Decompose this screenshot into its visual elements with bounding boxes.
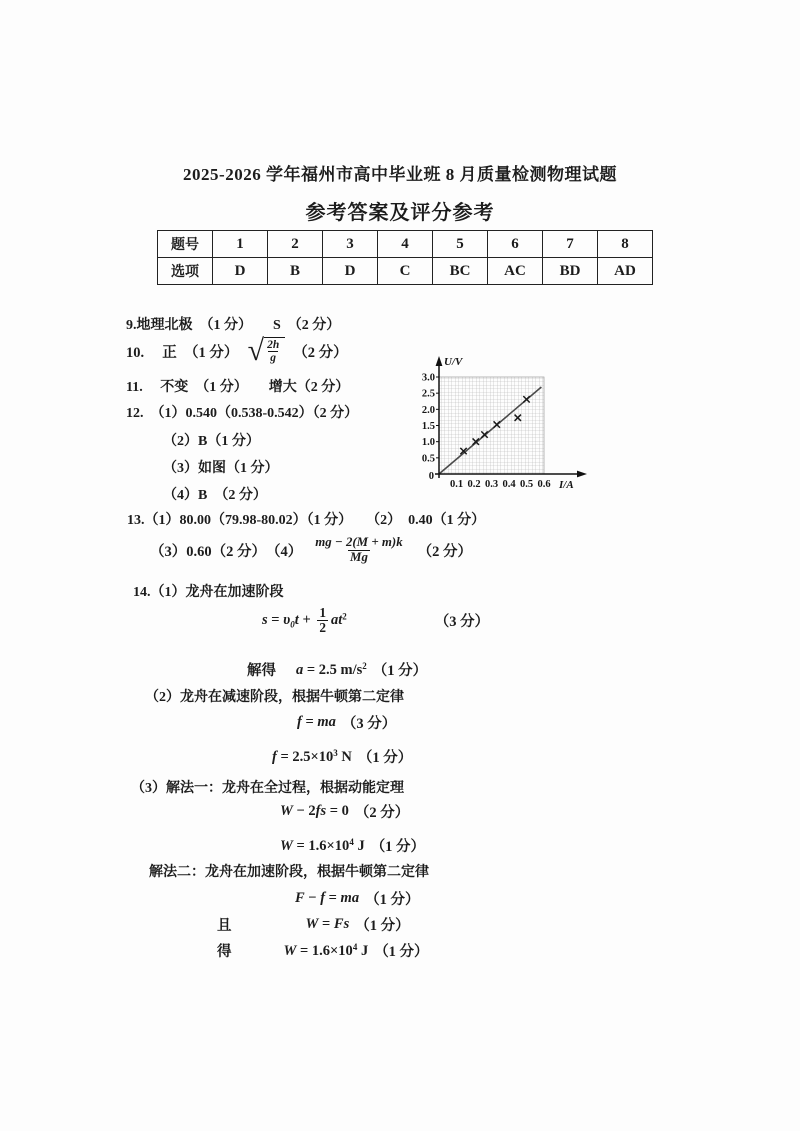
row-header-question-number: 题号: [158, 231, 213, 258]
a-result-score: （1 分）: [372, 663, 428, 679]
svg-text:0.5: 0.5: [519, 479, 534, 490]
svg-text:3.0: 3.0: [421, 372, 435, 384]
question-number-cell: 8: [598, 231, 653, 258]
svg-text:2.5: 2.5: [421, 388, 435, 400]
answer-choice-cell: D: [323, 258, 378, 285]
svg-text:2.0: 2.0: [421, 404, 435, 416]
q14-a-result-line: [247, 659, 427, 680]
obtain-label: 得: [217, 944, 232, 960]
and-label: 且: [217, 918, 232, 934]
table-row-question-numbers: [158, 231, 653, 258]
q14-answer-line-3: （3）解法一：龙舟在全过程，根据动能定理: [131, 781, 404, 796]
answer-choice-cell: C: [378, 258, 433, 285]
svg-text:1.5: 1.5: [421, 421, 435, 432]
question-number-cell: 6: [488, 231, 543, 258]
f-ma-score: （3 分）: [341, 716, 397, 732]
iv-curve-svg: [413, 350, 628, 500]
q13-answer-text: （3）0.60（2 分） （4）: [150, 543, 303, 560]
formula-w-2fs: W − 2fs = 0: [280, 803, 349, 819]
iv-curve-chart: [413, 350, 628, 505]
q12-answer-line-2: （2）B（1 分）: [163, 434, 260, 449]
svg-text:I/A: I/A: [559, 479, 574, 491]
q11-answer-line: 11. 不变 （1 分） 增大（2 分）: [126, 380, 350, 395]
q14-f-value-line: [272, 746, 412, 767]
answer-choice-cell: D: [213, 258, 268, 285]
svg-text:U/V: U/V: [444, 356, 463, 368]
w-value2-score: （1 分）: [374, 944, 429, 960]
formula-a-result: a = 2.5 $m/s^2$: [296, 660, 367, 678]
graph-grid: [439, 377, 544, 474]
q10-score-label: （2 分）: [293, 344, 348, 361]
page-subtitle: 参考答案及评分参考: [305, 202, 495, 224]
q12-answer-line-1: 12. （1）0.540（0.538-0.542）（2 分）: [126, 406, 359, 421]
svg-text:0.4: 0.4: [502, 479, 516, 490]
q14-answer-line-2: （2）龙舟在减速阶段，根据牛顿第二定律: [145, 690, 404, 705]
q14-w-value2-line: [217, 940, 429, 961]
w-2fs-score: （2 分）: [354, 805, 410, 821]
formula-w-value: $W = 1.6\times 10^4$ J: [280, 836, 365, 854]
w-value-score: （1 分）: [370, 839, 426, 855]
q14-answer-line-4: 解法二：龙舟在加速阶段，根据牛顿第二定律: [149, 865, 429, 880]
formula-F-f-ma: F − f = ma: [295, 890, 360, 906]
answer-choice-cell: BD: [543, 258, 598, 285]
question-number-cell: 5: [433, 231, 488, 258]
svg-text:0.6: 0.6: [537, 479, 551, 490]
q13-answer-line-2: [150, 536, 472, 565]
q10-answer-line: [126, 334, 348, 368]
q14-answer-line-1: 14.（1）龙舟在加速阶段: [133, 585, 284, 600]
answer-choice-cell: AC: [488, 258, 543, 285]
q12-answer-line-3: （3）如图（1 分）: [163, 461, 279, 476]
question-number-cell: 2: [268, 231, 323, 258]
formula-f-value: $f = 2.5\times 10^3$ N: [272, 747, 352, 765]
answer-choice-cell: BC: [433, 258, 488, 285]
q14-Ffma-line: [295, 888, 419, 909]
question-number-cell: 1: [213, 231, 268, 258]
q14-s-equation-line: [262, 606, 489, 636]
q10-answer-text: 10. 正 （1 分）: [126, 344, 246, 361]
solve-label: 解得: [247, 663, 276, 679]
formula-f-ma: f = ma: [297, 714, 336, 730]
formula-s-equation: $s = \upsilon_0t$ + $\frac{1}{2}$ $at^2$: [262, 605, 347, 636]
q13-score-label: （2 分）: [417, 543, 473, 560]
q14-w2fs-line: [280, 801, 409, 822]
q13-fraction-formula: $\frac{mg - 2(M + m)k}{Mg}$: [315, 535, 403, 564]
f-value-score: （1 分）: [357, 750, 413, 766]
q14-wFs-line: [217, 914, 410, 935]
question-number-cell: 7: [543, 231, 598, 258]
svg-text:0.3: 0.3: [484, 479, 499, 490]
question-number-cell: 3: [323, 231, 378, 258]
answer-choice-cell: B: [268, 258, 323, 285]
formula-w-value-2: $W = 1.6\times 10^4$ J: [283, 941, 369, 959]
formula-w-Fs: W = Fs: [305, 916, 350, 932]
q10-sqrt-formula: √ $\frac{2h}{g}$: [246, 337, 288, 365]
svg-text:0.2: 0.2: [467, 479, 481, 490]
svg-text:0.1: 0.1: [449, 479, 464, 490]
q14-fma-line: [297, 712, 396, 733]
table-row-answer-choices: [158, 258, 653, 285]
F-f-ma-score: （1 分）: [365, 892, 420, 908]
q12-answer-line-4: （4）B （2 分）: [163, 488, 267, 503]
q14-w-value-line: [280, 835, 425, 856]
s-equation-score: （3 分）: [434, 614, 490, 631]
page-title: 2025-2026 学年福州市高中毕业班 8 月质量检测物理试题: [183, 165, 617, 184]
question-number-cell: 4: [378, 231, 433, 258]
q9-answer-line: 9.地理北极 （1 分） S （2 分）: [126, 318, 341, 333]
svg-text:0: 0: [428, 471, 434, 482]
svg-text:1.0: 1.0: [421, 437, 435, 449]
w-Fs-score: （1 分）: [355, 918, 410, 934]
svg-text:0.5: 0.5: [421, 453, 435, 465]
q13-answer-line-1: 13.（1）80.00（79.98-80.02）（1 分） （2） 0.40（1 分）: [127, 513, 486, 528]
answer-choice-cell: AD: [598, 258, 653, 285]
answer-key-table: [157, 230, 653, 285]
row-header-choice: 选项: [158, 258, 213, 285]
